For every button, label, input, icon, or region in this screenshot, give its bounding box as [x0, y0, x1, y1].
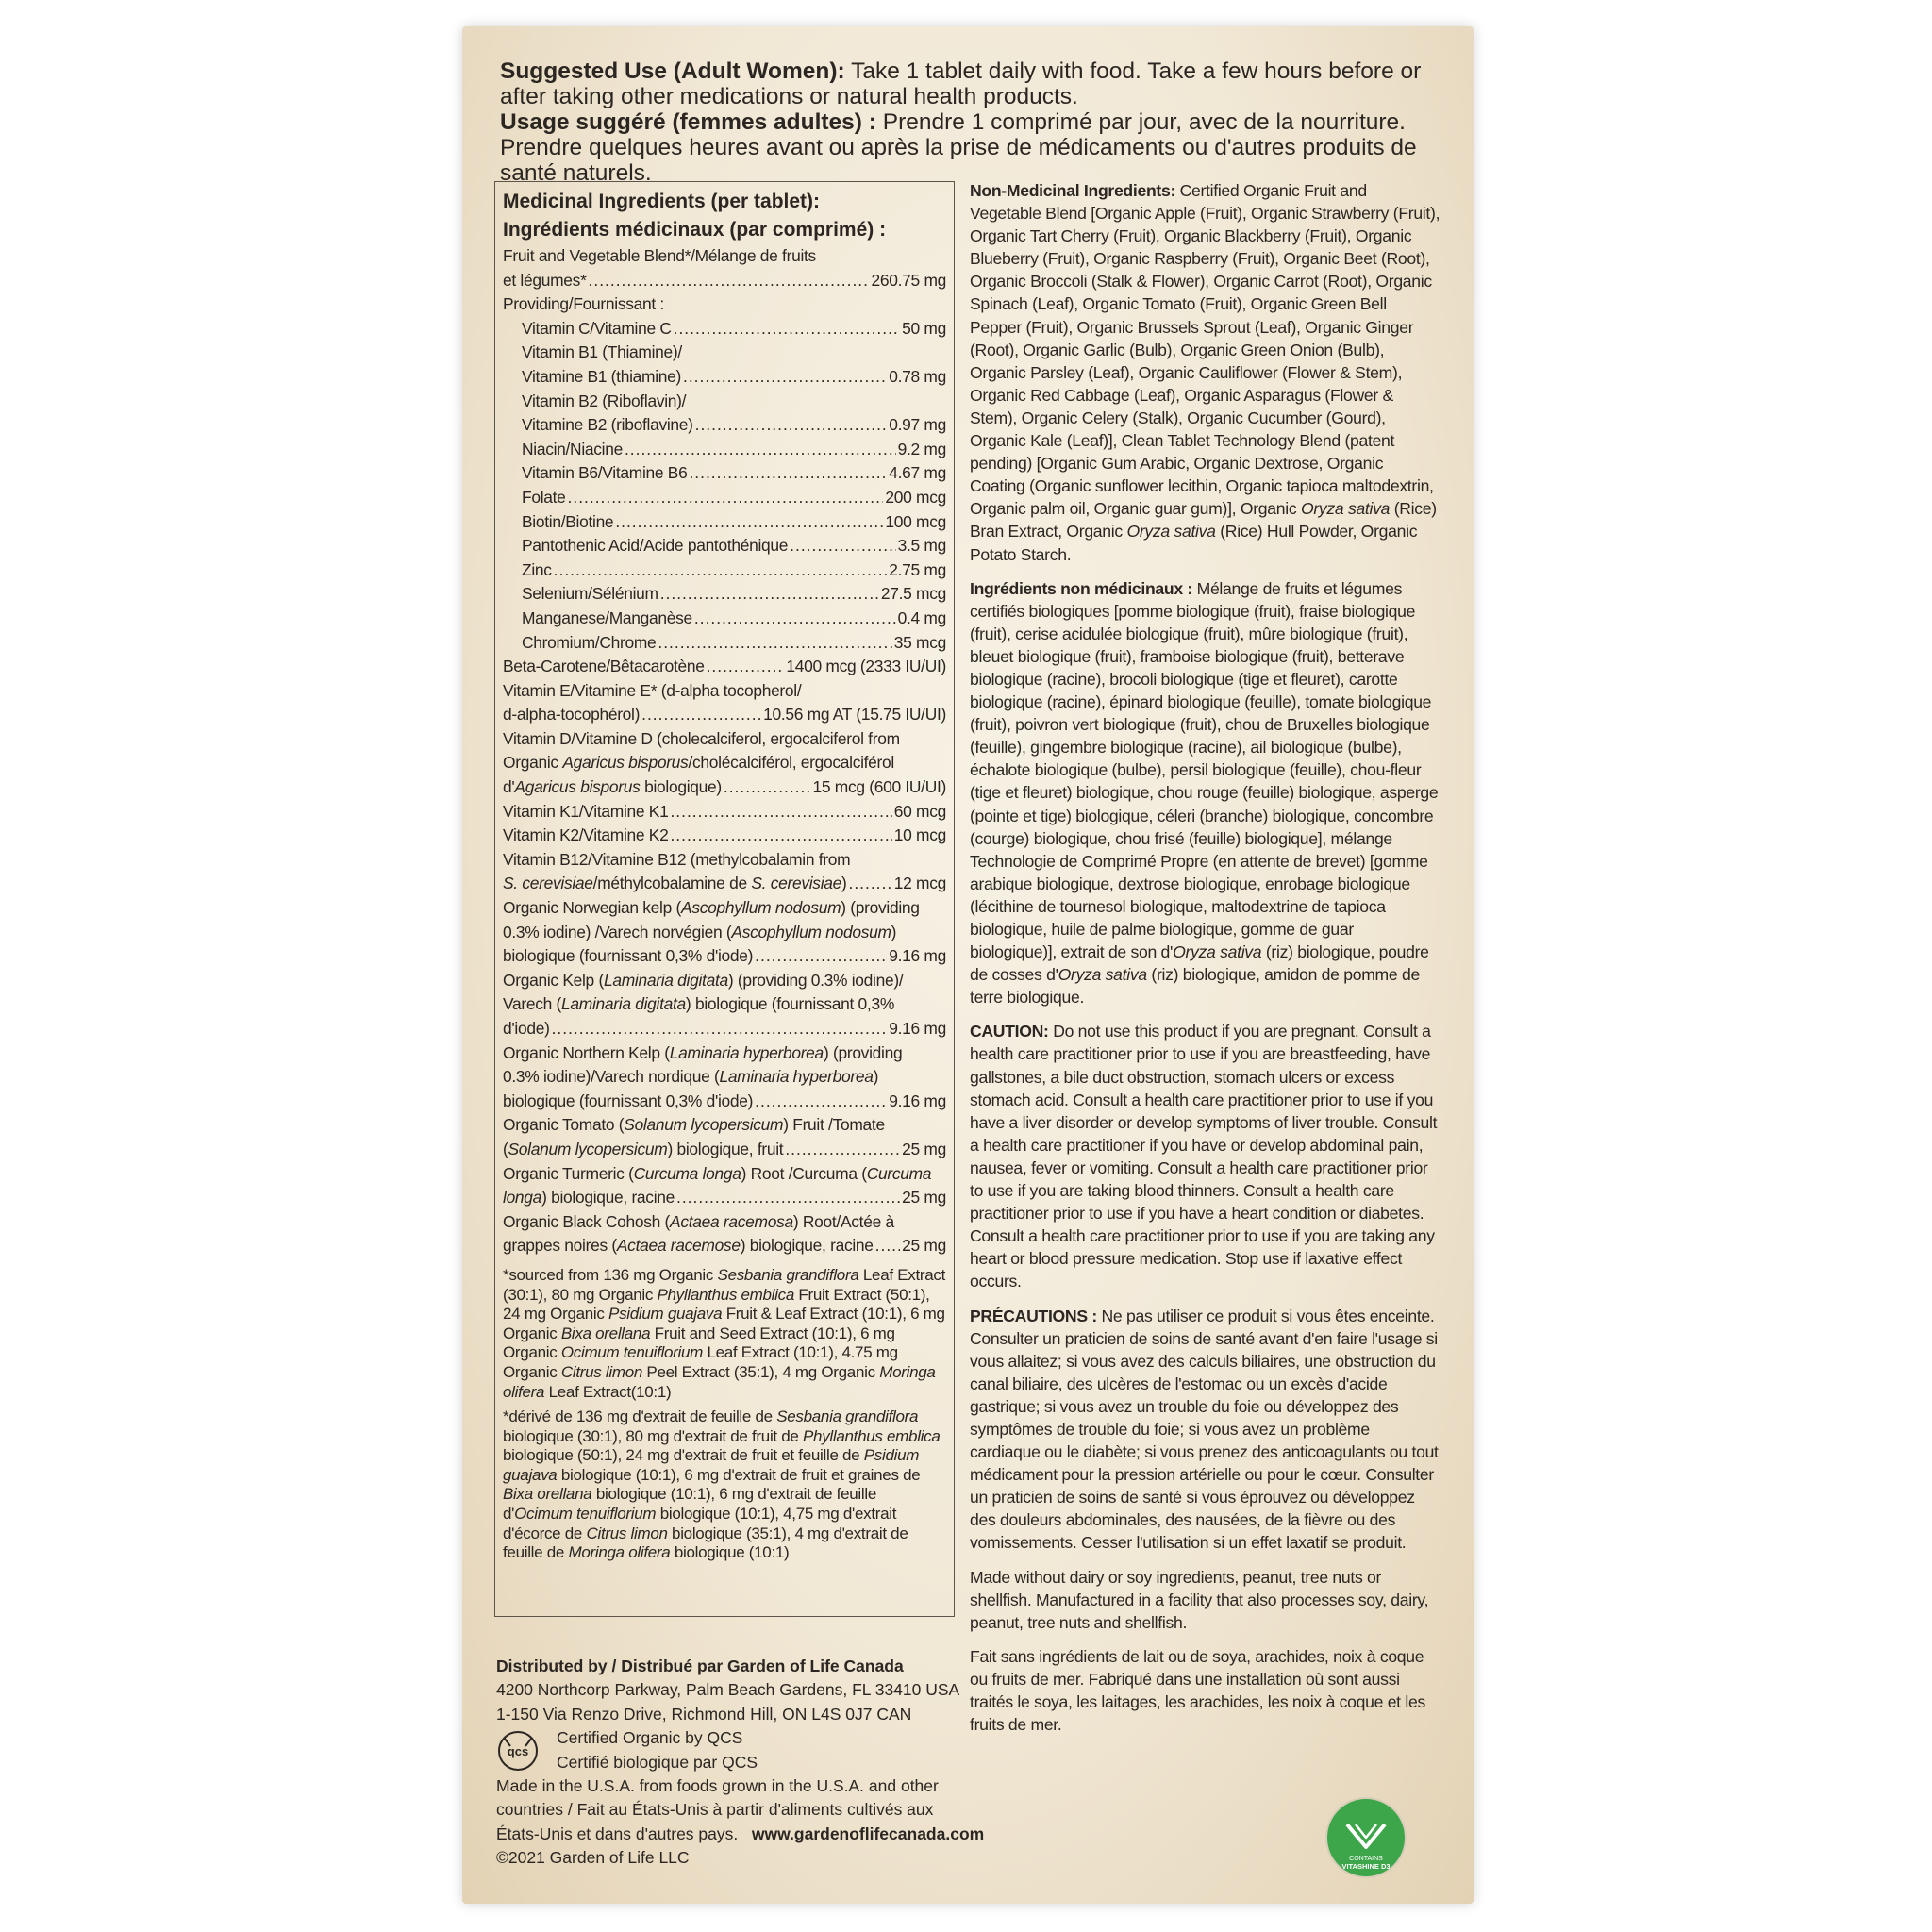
ingredient-row: Folate ..... 200 mcg [503, 486, 946, 510]
ingredient-row: Zinc ..... 2.75 mg [503, 558, 946, 583]
svg-text:VITASHINE D3: VITASHINE D3 [1341, 1862, 1391, 1871]
svg-text:qcs: qcs [507, 1743, 529, 1758]
ingredient-row: Manganese/Manganèse ..... 0.4 mg [503, 607, 946, 631]
cert-fr: Certifié biologique par QCS [557, 1752, 758, 1772]
allergen-fr: Fait sans ingrédients de lait ou de soya, arachides, noix à coque ou fruits de mer. Fabriqué dans une installation où sont aussi traités le soya, les laitages, les arachides, les noix à coque et les fruits de mer. [970, 1646, 1425, 1735]
ingredient-row: Vitamine B2 (riboflavine) ..... 0.97 mg [503, 413, 946, 438]
origin-line: countries / Fait au États-Unis à partir d'aliments cultivés aux [496, 1800, 934, 1820]
ingredient-row: et légumes* ..... 260.75 mg [503, 269, 946, 293]
qcs-logo-icon [496, 1729, 540, 1773]
suggested-use-en: Suggested Use (Adult Women): Take 1 tablet daily with food. Take a few hours before or after taking other medications or natural health products. [500, 58, 1422, 109]
footnotes [503, 1266, 946, 1563]
ingredient-row: d-alpha-tocophérol) ..... 10.56 mg AT (15.75 IU/UI) [503, 703, 946, 727]
ingredient-row: d'Agaricus bisporus biologique) ..... 15 mcg (600 IU/UI) [503, 775, 946, 800]
suggested-use [500, 58, 1443, 186]
ingredient-row: Beta-Carotene/Bêtacarotène ..... 1400 mcg (2333 IU/UI) [503, 655, 946, 679]
copyright: ©2021 Garden of Life LLC [496, 1848, 690, 1868]
certification [496, 1726, 987, 1774]
suggested-use-fr: Usage suggéré (femmes adultes) : Prendre 1 comprimé par jour, avec de la nourriture. Prendre quelques heures avant ou après la prise de médicaments ou d'autres produits de santé naturels. [500, 109, 1417, 186]
footnote-en: *sourced from 136 mg Organic Sesbania grandiflora Leaf Extract (30:1), 80 mg Organic Phyllanthus emblica Fruit Extract (50:1), 24 mg Organic Psidium guajava Fruit & Leaf Extract (10:1), 6 mg Organic Bixa orellana Fruit and Seed Extract (10:1), 6 mg Organic Ocimum tenuiflorium Leaf Extract (10:1), 4.75 mg Organic Citrus limon Peel Extract (35:1), 4 mg Organic Moringa olifera Leaf Extract(10:1) [503, 1265, 946, 1401]
right-column [970, 179, 1441, 1747]
ingredient-row: grappes noires (Actaea racemose) biologique, racine ..... 25 mg [503, 1234, 946, 1258]
vitashine-badge-icon [1324, 1796, 1407, 1879]
ingredient-row: Vitamin K2/Vitamine K2 ..... 10 mcg [503, 824, 946, 848]
medicinal-heading-fr: Ingrédients médicinaux (par comprimé) : [503, 219, 887, 241]
svg-text:CONTAINS: CONTAINS [1349, 1856, 1383, 1862]
ingredient-row: Chromium/Chrome ..... 35 mcg [503, 631, 946, 656]
website-link[interactable]: www.gardenoflifecanada.com [751, 1824, 985, 1843]
ingredient-row: Selenium/Sélénium ..... 27.5 mcg [503, 582, 946, 607]
ingredient-row: Niacin/Niacine ..... 9.2 mg [503, 438, 946, 462]
ingredient-row: Vitamin B6/Vitamine B6 ..... 4.67 mg [503, 461, 946, 486]
caution-en: CAUTION: Do not use this product if you are pregnant. Consult a health care practitioner prior to use if you are breastfeeding, have gallstones, a bile duct obstruction, stomach ulcers or excess stomach acid. Consult a health care practitioner prior to use if you have a liver disorder or develop symptoms of liver trouble. Consult a health care practitioner if you have or develop abdominal pain, nausea, fever or vomiting. Consult a health care practitioner prior to use if you are taking blood thinners. Consult a health care practitioner prior to use if you have a heart condition or diabetes. Consult a health care practitioner prior to use if you are taking any heart or blood pressure medication. Stop use if laxative effect occurs. [970, 1022, 1438, 1291]
distributor-heading: Distributed by / Distribué par Garden of Life Canada [496, 1657, 904, 1675]
ingredient-row: biologique (fournissant 0,3% d'iode) ..... 9.16 mg [503, 944, 946, 969]
allergen-en: Made without dairy or soy ingredients, peanut, tree nuts or shellfish. Manufactured in a facility that also processes soy, dairy, peanut, tree nuts and shellfish. [970, 1567, 1429, 1632]
ingredient-row: Pantothenic Acid/Acide pantothénique ..... 3.5 mg [503, 534, 946, 558]
origin-line: États-Unis et dans d'autres pays. [496, 1824, 739, 1843]
distributor-block [496, 1655, 987, 1871]
medicinal-ingredients-box [494, 181, 955, 1617]
footnote-fr: *dérivé de 136 mg d'extrait de feuille de Sesbania grandiflora biologique (30:1), 80 mg d'extrait de fruit de Phyllanthus emblica biologique (50:1), 24 mg d'extrait de fruit et feuille de Psidium guajava biologique (10:1), 6 mg d'extrait de fruit et graines de Bixa orellana biologique (10:1), 6 mg d'extrait de feuille d'Ocimum tenuiflorium biologique (10:1), 4,75 mg d'extrait d'écorce de Citrus limon biologique (35:1), 4 mg d'extrait de feuille de Moringa olifera biologique (10:1) [503, 1407, 941, 1562]
address-usa: 4200 Northcorp Parkway, Palm Beach Gardens, FL 33410 USA [496, 1680, 960, 1700]
ingredient-row: longa) biologique, racine ..... 25 mg [503, 1186, 946, 1210]
origin-line: Made in the U.S.A. from foods grown in the U.S.A. and other [496, 1776, 939, 1796]
ingredient-row: S. cerevisiae/méthylcobalamine de S. cerevisiae) ..... 12 mcg [503, 872, 946, 896]
caution-fr: PRÉCAUTIONS : Ne pas utiliser ce produit si vous êtes enceinte. Consulter un praticien de soins de santé avant d'en faire l'usage si vous allaitez; si vous avez des calculs biliaires, une obstruction du canal biliaire, des ulcères de l'estomac ou un excès d'acide gastrique; si vous avez un trouble du foie ou développez des symptômes de trouble du foie; si vous avez un problème cardiaque ou le diabète; si vous prenez des anticoagulants ou tout médicament pour la pression artérielle ou pour le cœur. Consulter un praticien de soins de santé si vous éprouvez ou développez des douleurs abdominales, des nausées, de la fièvre ou des vomissements. Cesser l'utilisation si un effet laxatif se produit. [970, 1306, 1439, 1553]
ingredient-row: d'iode) ..... 9.16 mg [503, 1017, 946, 1041]
address-canada: 1-150 Via Renzo Drive, Richmond Hill, ON L4S 0J7 CAN [496, 1704, 912, 1724]
cert-en: Certified Organic by QCS [557, 1728, 743, 1748]
ingredient-row: biologique (fournissant 0,3% d'iode) ..... 9.16 mg [503, 1090, 946, 1114]
non-medicinal-fr: Ingrédients non médicinaux : Mélange de fruits et légumes certifiés biologiques [pomme biologique (fruit), fraise biologique (fruit), cerise acidulée biologique (fruit), mûre biologique (fruit), bleuet biologique (fruit), framboise biologique (fruit), betterave biologique (racine), brocoli biologique (tige et fleuret), carotte biologique (racine), épinard biologique (feuille), tomate biologique (fruit), poivron vert biologique (fruit), chou de Bruxelles biologique (feuille), gingembre biologique (racine), ail biologique (bulbe), échalote biologique (bulbe), persil biologique (feuille), chou-fleur (tige et fleuret) biologique, chou rouge (feuille) biologique, asperge (pointe et tige) biologique, céleri (branche) biologique, concombre (courge) biologique, chou frisé (feuille) biologique], mélange Technologie de Comprimé Propre (en attente de brevet) [gomme arabique biologique, dextrose biologique, enrobage biologique (lécithine de tournesol biologique, maltodextrine de tapioca biologique, huile de palme biologique, gomme de guar biologique)], extrait de son d'Oryza sativa (riz) biologique, poudre de cosses d'Oryza sativa (riz) biologique, amidon de pomme de terre biologique. [970, 578, 1439, 1008]
medicinal-heading-en: Medicinal Ingredients (per tablet): [503, 191, 821, 212]
ingredient-row: (Solanum lycopersicum) biologique, fruit ..... 25 mg [503, 1138, 946, 1162]
ingredient-row: Biotin/Biotine ..... 100 mcg [503, 510, 946, 535]
ingredient-row: Vitamin K1/Vitamine K1 ..... 60 mcg [503, 800, 946, 824]
non-medicinal-en: Non-Medicinal Ingredients: Certified Organic Fruit and Vegetable Blend [Organic Apple (Fruit), Organic Strawberry (Fruit), Organic Tart Cherry (Fruit), Organic Blackberry (Fruit), Organic Blueberry (Fruit), Organic Raspberry (Fruit), Organic Beet (Root), Organic Broccoli (Stalk & Flower), Organic Carrot (Root), Organic Spinach (Leaf), Organic Tomato (Fruit), Organic Green Bell Pepper (Fruit), Organic Brussels Sprout (Leaf), Organic Ginger (Root), Organic Garlic (Bulb), Organic Green Onion (Bulb), Organic Parsley (Leaf), Organic Cauliflower (Flower & Stem), Organic Red Cabbage (Leaf), Organic Asparagus (Flower & Stem), Organic Celery (Stalk), Organic Cucumber (Gourd), Organic Kale (Leaf)], Clean Tablet Technology Blend (patent pending) [Organic Gum Arabic, Organic Dextrose, Organic Coating (Organic sunflower lecithin, Organic tapioca maltodextrin, Organic palm oil, Organic guar gum)], Organic Oryza sativa (Rice) Bran Extract, Organic Oryza sativa (Rice) Hull Powder, Organic Potato Starch. [970, 181, 1441, 564]
ingredient-row: Vitamine B1 (thiamine) ..... 0.78 mg [503, 365, 946, 390]
ingredient-row: Vitamin C/Vitamine C ..... 50 mg [503, 317, 946, 341]
ingredient-list: Fruit and Vegetable Blend*/Mélange de fruits et légumes* ..... 260.75 mg Providing/Fournissant : Vitamin C/Vitamine C ..... 50 mg Vitamin B1 (Thiamine)/ Vitamine B1 (thiamine) ..... 0.78 mg Vitamin B2 (Riboflavin)/ Vitamine B2 (riboflavine) ..... 0.97 mg Niacin/Niacine ..... 9.2 mg Vitamin B6/Vitamine B6 ..... 4.67 mg Folate ..... 200 mcg Biotin/Biotine ..... 100 mcg Pantothenic Acid/Acide pantothénique ..... 3.5 mg Zinc ..... 2.75 mg Selenium/Sélénium ..... 27.5 mcg Manganese/Manganèse ..... 0.4 mg Chromium/Chrome ..... 35 mcg Beta-Carotene/Bêtacarotène ..... 1400 mcg (2333 IU/UI) Vitamin E/Vitamine E* (d-alpha tocopherol/ d-alpha-tocophérol) ..... 10.56 mg AT (15.75 IU/UI) Vitamin D/Vitamine D (cholecalciferol, ergocalciferol from Organic Agaricus bisporus/cholécalciférol, ergocalciférol d'Agaricus bisporus biologique) ..... 15 mcg (600 IU/UI) Vitamin K1/Vitamine K1 ..... 60 mcg Vitamin K2/Vitamine K2 ..... 10 mcg Vitamin B12/Vitamine B12 (methylcobalamin from S. cerevisiae/méthylcobalamine de S. cerevisiae) ..... 12 mcg Organic Norwegian kelp (Ascophyllum nodosum) (providing 0.3% iodine) /Varech norvégien (Ascophyllum nodosum) biologique (fournissant 0,3% d'iode) ..... 9.16 mg Organic Kelp (Laminaria digitata) (providing 0.3% iodine)/ Varech (Laminaria digitata) biologique (fournissant 0,3% d'iode) ..... 9.16 mg Organic Northern Kelp (Laminaria hyperborea) (providing 0.3% iodine)/Varech nordique (Laminaria hyperborea) biologique (fournissant 0,3% d'iode) ..... 9.16 mg Organic Tomato (Solanum lycopersicum) Fruit /Tomate (Solanum lycopersicum) biologique, fruit ..... 25 mg Organic Turmeric (Curcuma longa) Root /Curcuma (Curcuma longa) biologique, racine ..... 25 mg Organic Black Cohosh (Actaea racemosa) Root/Actée à grappes noires (Actaea racemose) biologique, racine ..... 25 mg [503, 244, 946, 1258]
